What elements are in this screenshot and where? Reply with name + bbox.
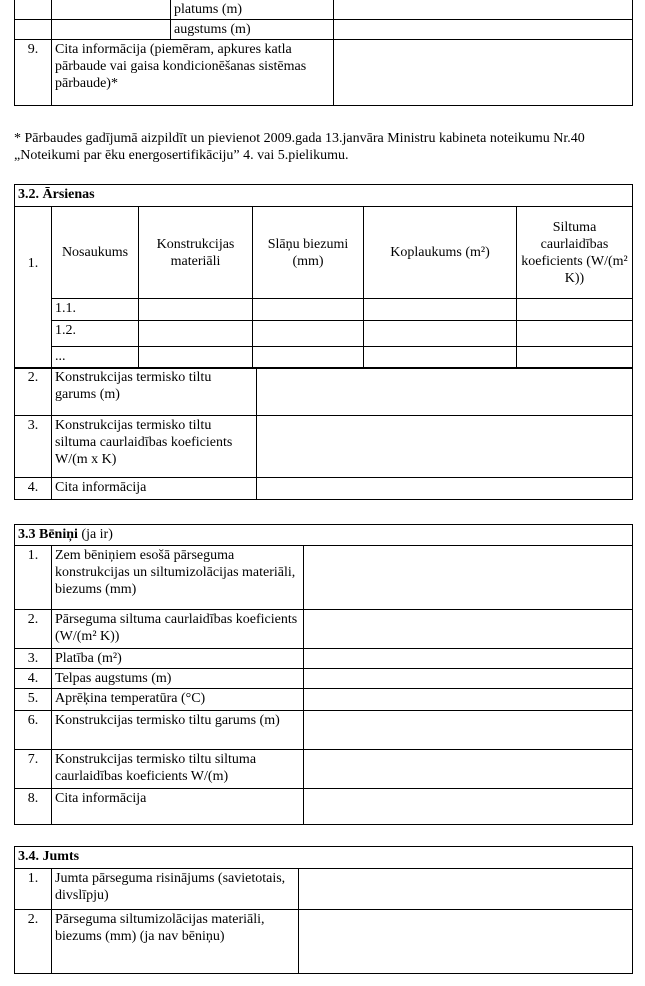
row-number: 3.	[15, 416, 52, 478]
row-value[interactable]	[257, 478, 633, 500]
row-value[interactable]	[304, 669, 633, 689]
row-number: 1.	[15, 207, 52, 369]
cell[interactable]	[364, 347, 517, 369]
row-value[interactable]	[304, 789, 633, 825]
row-number: 4.	[15, 669, 52, 689]
top-num-cell	[15, 20, 52, 40]
section-3-4-table	[14, 846, 633, 974]
subrow-label: 1.2.	[52, 321, 139, 347]
row-number: 2.	[15, 910, 52, 974]
row-label: Cita informācija (piemēram, apkures katla pārbaude vai gaisa kondicionēšanas sistēmas pārbaude)*	[52, 40, 334, 106]
row-value[interactable]	[304, 750, 633, 789]
section-title: 3.4. Jumts	[15, 847, 633, 869]
row-label: Konstrukcijas termisko tiltu garums (m)	[52, 368, 257, 416]
cell[interactable]	[253, 321, 364, 347]
row-label: Aprēķina temperatūra (°C)	[52, 689, 304, 711]
row-number: 4.	[15, 478, 52, 500]
row-number: 7.	[15, 750, 52, 789]
top-row-value[interactable]	[334, 20, 633, 40]
row-number: 9.	[15, 40, 52, 106]
row-value[interactable]	[257, 416, 633, 478]
row-number: 3.	[15, 649, 52, 669]
row-number: 5.	[15, 689, 52, 711]
column-header: Konstrukcijas materiāli	[139, 207, 253, 299]
row-value[interactable]	[304, 649, 633, 669]
section-title-bold: 3.3 Bēniņi	[18, 527, 78, 542]
top-row-value[interactable]	[334, 0, 633, 20]
row-value[interactable]	[334, 40, 633, 106]
cell[interactable]	[253, 347, 364, 369]
cell[interactable]	[139, 347, 253, 369]
section-3-3-table	[14, 524, 633, 825]
row-number: 6.	[15, 711, 52, 750]
column-header: Koplaukums (m²)	[364, 207, 517, 299]
section-3-2-table	[14, 184, 633, 369]
row-value[interactable]	[304, 689, 633, 711]
row-label: Pārseguma siltumizolācijas materiāli, biezums (mm) (ja nav bēniņu)	[52, 910, 299, 974]
row-label: Telpas augstums (m)	[52, 669, 304, 689]
top-row-label: augstums (m)	[171, 20, 334, 40]
cell[interactable]	[517, 347, 633, 369]
row-label: Jumta pārseguma risinājums (savietotais, divslīpju)	[52, 869, 299, 910]
top-row-label: platums (m)	[171, 0, 334, 20]
row-label: Cita informācija	[52, 478, 257, 500]
row-value[interactable]	[304, 546, 633, 610]
row-value[interactable]	[299, 910, 633, 974]
row-value[interactable]	[299, 869, 633, 910]
cell[interactable]	[364, 299, 517, 321]
cell[interactable]	[517, 321, 633, 347]
row-label: Konstrukcijas termisko tiltu siltuma caurlaidības koeficients W/(m x K)	[52, 416, 257, 478]
row-label: Konstrukcijas termisko tiltu siltuma caurlaidības koeficients W/(m)	[52, 750, 304, 789]
row-value[interactable]	[257, 368, 633, 416]
top-num-cell	[15, 0, 52, 20]
subrow-label: ...	[52, 347, 139, 369]
section-title	[15, 525, 633, 546]
row-value[interactable]	[304, 711, 633, 750]
row-number: 1.	[15, 869, 52, 910]
row-label: Cita informācija	[52, 789, 304, 825]
row-number: 2.	[15, 610, 52, 649]
cell[interactable]	[364, 321, 517, 347]
row-label: Platība (m²)	[52, 649, 304, 669]
footnote: * Pārbaudes gadījumā aizpildīt un pievienot 2009.gada 13.janvāra Ministru kabineta noteikumu Nr.40 „Noteikumi par ēku energosertifikāciju” 4. vai 5.pielikumu.	[14, 131, 585, 163]
subrow-label: 1.1.	[52, 299, 139, 321]
section-title: 3.2. Ārsienas	[15, 185, 633, 207]
row-label: Pārseguma siltuma caurlaidības koeficients (W/(m² K))	[52, 610, 304, 649]
cell[interactable]	[139, 321, 253, 347]
column-header: Siltuma caurlaidības koeficients (W/(m² K))	[517, 207, 633, 299]
column-header: Nosaukums	[52, 207, 139, 299]
row-number: 8.	[15, 789, 52, 825]
cell[interactable]	[253, 299, 364, 321]
top-blank-cell	[52, 20, 171, 40]
top-blank-cell	[52, 0, 171, 20]
column-header: Slāņu biezumi (mm)	[253, 207, 364, 299]
row-label: Konstrukcijas termisko tiltu garums (m)	[52, 711, 304, 750]
section-title-suffix: (ja ir)	[77, 527, 113, 542]
row-label: Zem bēniņiem esošā pārseguma konstrukcijas un siltumizolācijas materiāli, biezums (mm)	[52, 546, 304, 610]
section-3-2-rows	[14, 367, 633, 500]
cell[interactable]	[517, 299, 633, 321]
cell[interactable]	[139, 299, 253, 321]
row-number: 1.	[15, 546, 52, 610]
top-table	[14, 0, 633, 106]
row-value[interactable]	[304, 610, 633, 649]
row-number: 2.	[15, 368, 52, 416]
